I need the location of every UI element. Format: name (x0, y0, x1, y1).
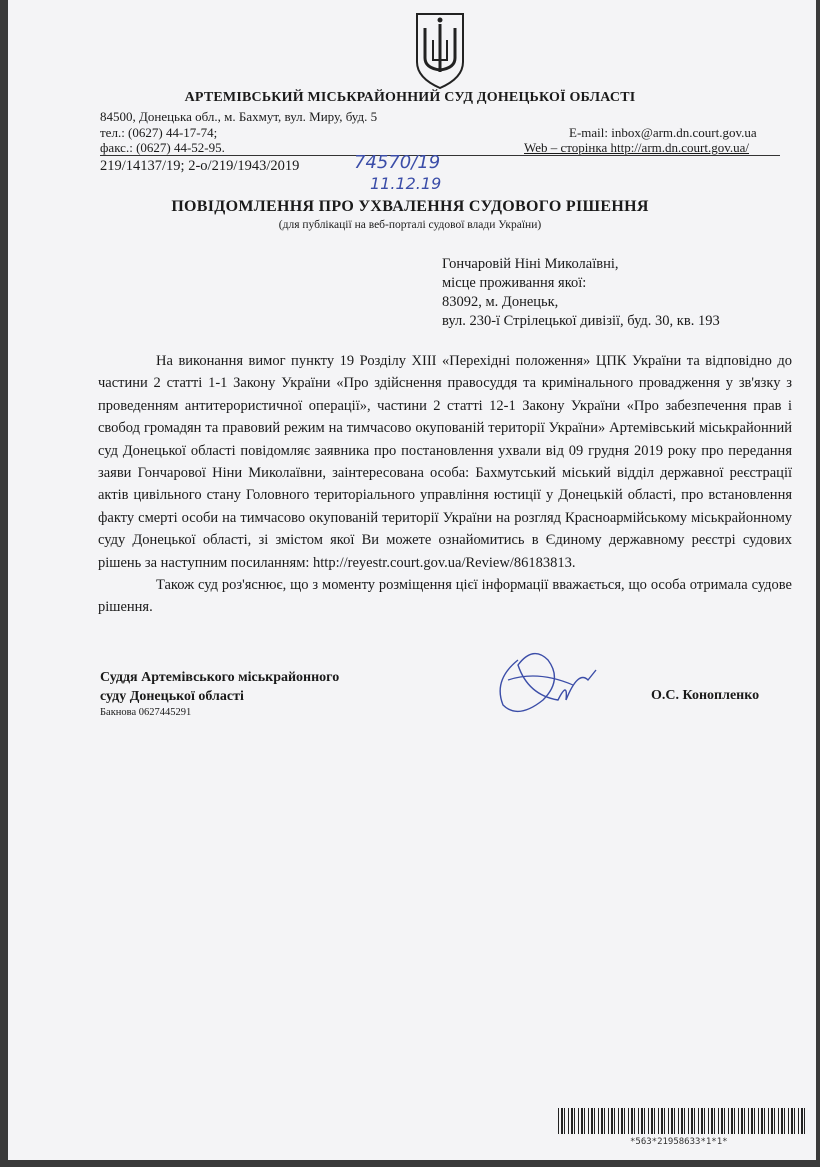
handwritten-registration-date: 11.12.19 (370, 174, 442, 193)
document-title: ПОВІДОМЛЕННЯ ПРО УХВАЛЕННЯ СУДОВОГО РІШЕННЯ (171, 198, 649, 215)
court-email: E-mail: inbox@arm.dn.court.gov.ua (569, 125, 757, 140)
trident-coat-of-arms-icon (411, 10, 469, 90)
recipient-name: Гончаровій Ніні Миколаївні, (442, 256, 619, 272)
judge-name: О.С. Конопленко (651, 688, 760, 703)
court-address: 84500, Донецька обл., м. Бахмут, вул. Миру, буд. 5 (100, 109, 378, 124)
recipient-city: 83092, м. Донецьк, (442, 294, 559, 310)
court-name: АРТЕМІВСЬКИЙ МІСЬКРАЙОННИЙ СУД ДОНЕЦЬКОЇ ОБЛАСТІ (184, 90, 636, 105)
court-fax: факс.: (0627) 44-52-95. (100, 140, 225, 155)
case-numbers: 219/14137/19; 2-о/219/1943/2019 (100, 158, 300, 174)
executor-contact: Бакнова 0627445291 (100, 707, 192, 718)
document-barcode (558, 1108, 806, 1134)
notice-body (98, 350, 792, 619)
document-subtitle: (для публікації на веб-порталі судової влади України) (278, 219, 542, 231)
handwritten-signature (488, 640, 608, 720)
handwritten-registration-number: 74570/19 (354, 152, 441, 173)
court-phone: тел.: (0627) 44-17-74; (100, 125, 218, 140)
recipient-street: вул. 230-ї Стрілецької дивізії, буд. 30, кв. 193 (442, 313, 720, 329)
recipient-residence-label: місце проживання якої: (442, 275, 587, 291)
notice-paragraph-main: На виконання вимог пункту 19 Розділу ХІІІ «Перехідні положення» ЦПК України та відповідно до частини 2 статті 1-1 Закону України «Про здійснення правосуддя та кримінального провадження у зв'язку з проведенням антитерористичної операції», частини 2 статті 12-1 Закону України «Про забезпечення прав і свобод громадян та правовий режим на тимчасово окупованій території України» Артемівський міськрайонний суд Донецької області повідомляє заявника про постановлення ухвали від 09 грудня 2019 року про передання заяви Гончарової Ніни Миколаївни, заінтересована особа: Бахмутський міський відділ державної реєстрації актів цивільного стану Головного територіального управління юстиції у Донецькій області, про встановлення факту смерті особи на тимчасово окупованій території України на розгляд Красноармійському міськрайонному суду Донецької області, зі змістом якої Ви можете ознайомитись в Єдиному державному реєстрі судових рішень за наступним посиланням: http://reyestr.court.gov.ua/Review/86183813. (98, 353, 792, 571)
court-website: Web – сторінка http://arm.dn.court.gov.ua/ (524, 140, 750, 155)
judge-position-line2: суду Донецької області (100, 689, 244, 704)
barcode-number: *563*21958633*1*1* (630, 1137, 728, 1147)
judge-position-line1: Суддя Артемівського міськрайонного (100, 670, 340, 685)
notice-paragraph-clarification: Також суд роз'яснює, що з моменту розміщення цієї інформації вважається, що особа отримала судове рішення. (98, 577, 792, 616)
